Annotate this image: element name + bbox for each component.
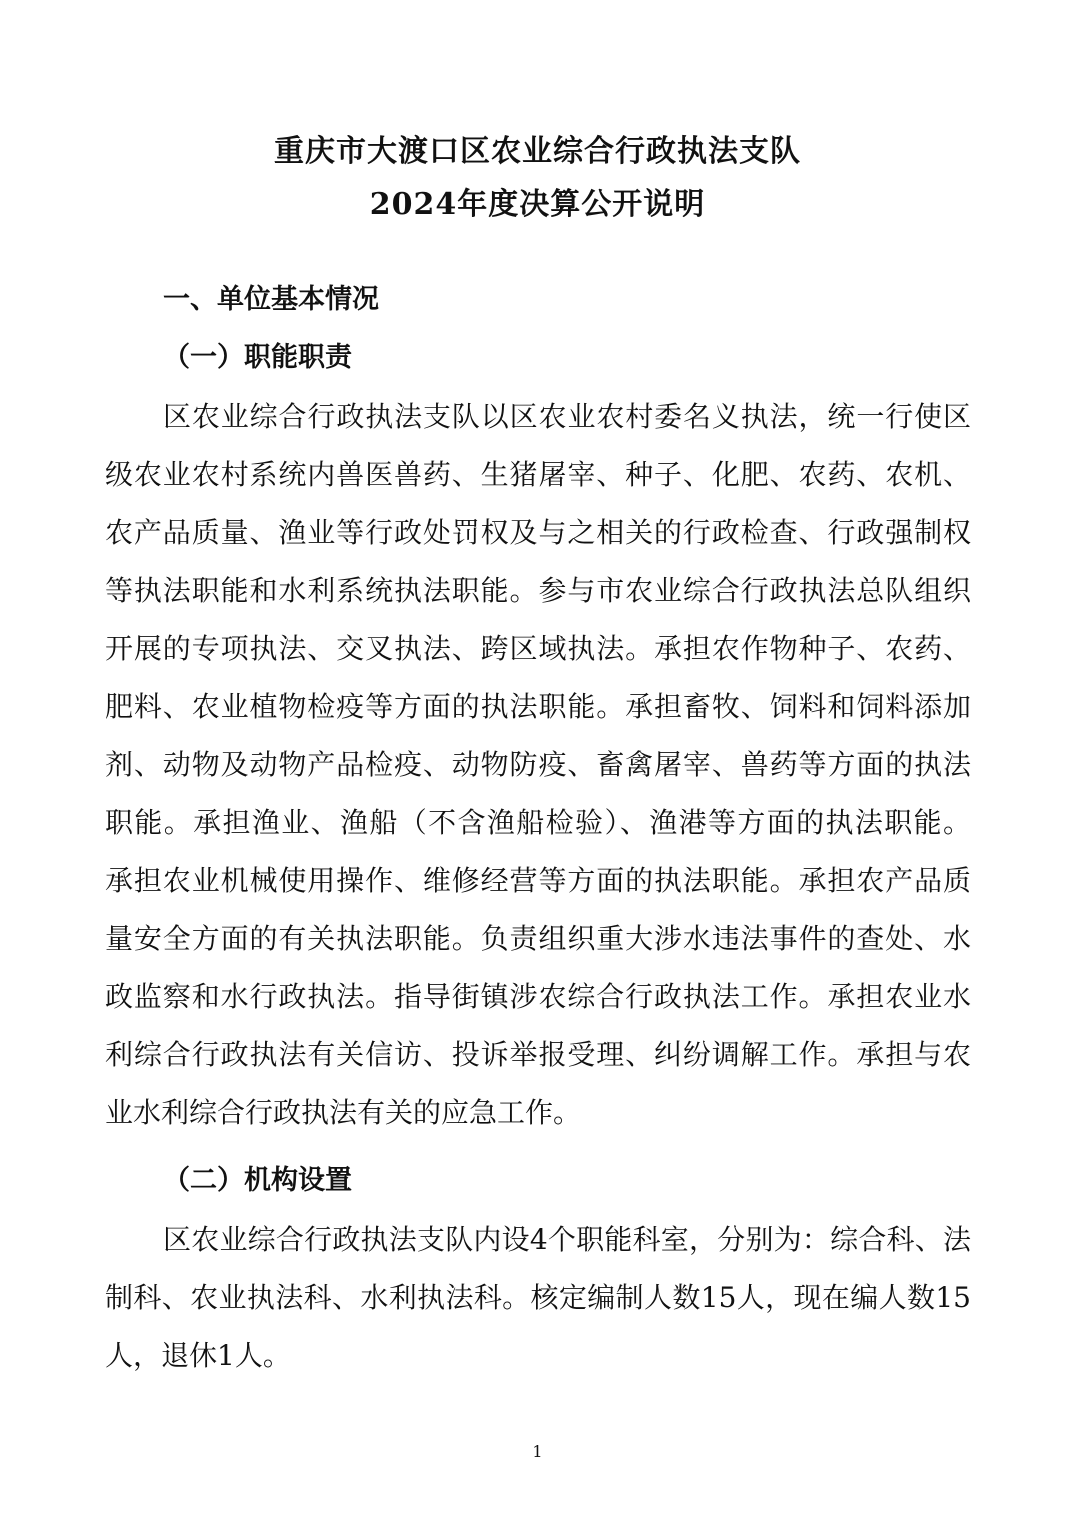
- paragraph-line: 政监察和水行政执法。指导街镇涉农综合行政执法工作。承担农业水: [105, 980, 971, 1013]
- paragraph-line: 级农业农村系统内兽医兽药、生猪屠宰、种子、化肥、农药、农机、: [105, 458, 971, 491]
- page-number: 1: [532, 1442, 543, 1461]
- document-title-line-2: 2024年度决算公开说明: [369, 187, 706, 222]
- paragraph-line: 开展的专项执法、交叉执法、跨区域执法。承担农作物种子、农药、: [105, 632, 971, 665]
- paragraph-line: 剂、动物及动物产品检疫、动物防疫、畜禽屠宰、兽药等方面的执法: [105, 748, 971, 781]
- paragraph-line: 肥料、农业植物检疫等方面的执法职能。承担畜牧、饲料和饲料添加: [105, 690, 971, 723]
- paragraph-line: 区农业综合行政执法支队以区农业农村委名义执法，统一行使区: [163, 400, 971, 433]
- section-heading-basic-info: 一、单位基本情况: [163, 284, 379, 315]
- paragraph-line: 量安全方面的有关执法职能。负责组织重大涉水违法事件的查处、水: [105, 922, 971, 955]
- paragraph-line: 制科、农业执法科、水利执法科。核定编制人数15人，现在编人数15: [105, 1281, 971, 1314]
- paragraph-line: 职能。承担渔业、渔船（不含渔船检验）、渔港等方面的执法职能。: [105, 806, 971, 839]
- paragraph-line: 人，退休1人。: [105, 1339, 291, 1372]
- document-title-line-1: 重庆市大渡口区农业综合行政执法支队: [274, 134, 801, 169]
- paragraph-line: 利综合行政执法有关信访、投诉举报受理、纠纷调解工作。承担与农: [105, 1038, 971, 1071]
- paragraph-line: 农产品质量、渔业等行政处罚权及与之相关的行政检查、行政强制权: [105, 516, 971, 549]
- subsection-heading-organization: （二）机构设置: [163, 1165, 352, 1196]
- paragraph-line: 承担农业机械使用操作、维修经营等方面的执法职能。承担农产品质: [105, 864, 971, 897]
- paragraph-line: 区农业综合行政执法支队内设4个职能科室，分别为：综合科、法: [163, 1223, 971, 1256]
- paragraph-line: 业水利综合行政执法有关的应急工作。: [105, 1096, 582, 1129]
- paragraph-line: 等执法职能和水利系统执法职能。参与市农业综合行政执法总队组织: [105, 574, 971, 607]
- subsection-heading-functions: （一）职能职责: [163, 342, 352, 373]
